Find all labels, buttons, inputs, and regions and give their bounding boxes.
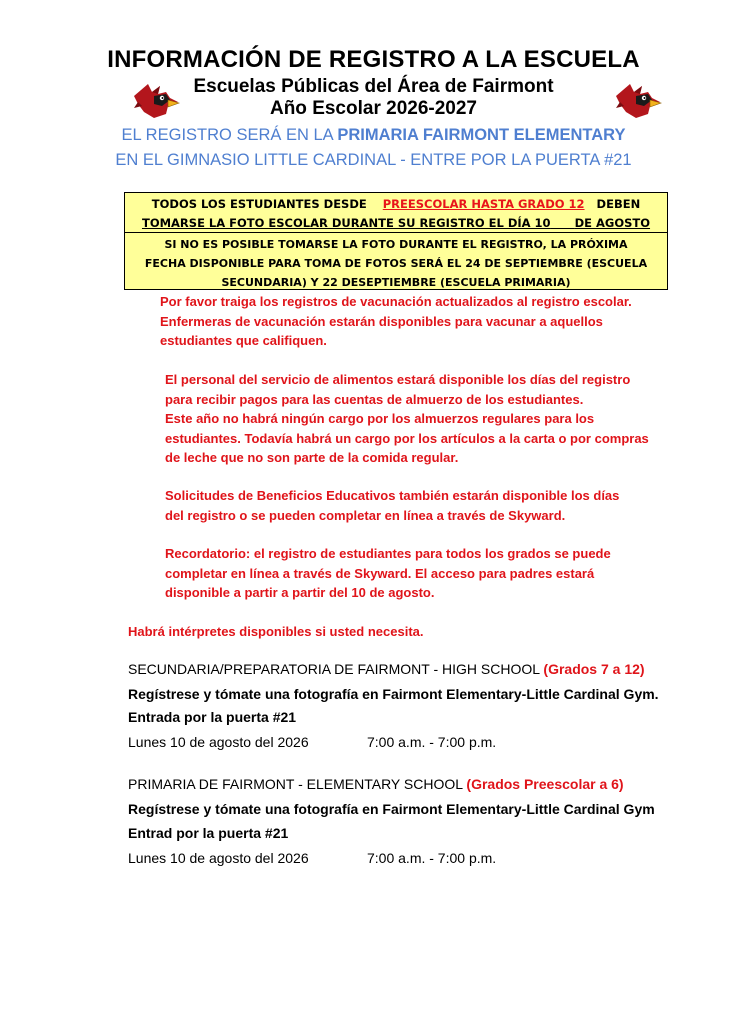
location-line-2: EN EL GIMNASIO LITTLE CARDINAL - ENTRE POR LA PUERTA #21	[115, 151, 632, 169]
photo-notice-box	[124, 192, 668, 290]
photo-notice-line-4: FECHA DISPONIBLE PARA TOMA DE FOTOS SERÁ EL 24 DE SEPTIEMBRE (ESCUELA	[144, 257, 648, 270]
high-school-heading: SECUNDARIA/PREPARATORIA DE FAIRMONT - HIGH SCHOOL (Grados 7 a 12)	[128, 661, 645, 677]
high-school-date: Lunes 10 de agosto del 2026	[128, 734, 309, 750]
benefits-notice: Solicitudes de Beneficios Educativos también estarán disponible los días del registro o se pueden completar en línea a través de Skyward.	[165, 488, 620, 523]
school-year: Año Escolar 2026-2027	[269, 98, 477, 119]
high-school-line-2: Entrada por la puerta #21	[128, 709, 297, 725]
elementary-date: Lunes 10 de agosto del 2026	[128, 850, 309, 866]
high-school-line-1: Regístrese y tómate una fotografía en Fairmont Elementary-Little Cardinal Gym.	[128, 686, 659, 702]
location-line-1: EL REGISTRO SERÁ EN LA PRIMARIA FAIRMONT ELEMENTARY	[121, 126, 626, 144]
food-service-notice: El personal del servicio de alimentos estará disponible los días del registro para recibir pagos para las cuentas de almuerzo de los estudiantes. Este año no habrá ningún cargo por los almuerzos regulares para los estudiantes. Todavía habrá un cargo por los artículos a la carta o por compras de leche que no son parte de la comida regular.	[165, 372, 649, 465]
elementary-line-2: Entrad por la puerta #21	[128, 825, 289, 841]
elementary-line-1: Regístrese y tómate una fotografía en Fairmont Elementary-Little Cardinal Gym	[128, 801, 655, 817]
interpreters-notice: Habrá intérpretes disponibles si usted necesita.	[128, 624, 424, 639]
box-divider	[125, 232, 667, 233]
photo-notice-line-1: TODOS LOS ESTUDIANTES DESDE PREESCOLAR HASTA GRADO 12 DEBEN	[151, 197, 641, 211]
reminder-notice: Recordatorio: el registro de estudiantes para todos los grados se puede completar en línea a través de Skyward. El acceso para padres estará disponible a partir a partir del 10 de agosto.	[165, 546, 611, 600]
vaccination-notice: Por favor traiga los registros de vacunación actualizados al registro escolar. Enfermeras de vacunación estarán disponibles para vacunar a aquellos estudiantes que califiquen.	[160, 294, 632, 348]
district-name: Escuelas Públicas del Área de Fairmont	[193, 76, 554, 97]
elementary-heading: PRIMARIA DE FAIRMONT - ELEMENTARY SCHOOL (Grados Preescolar a 6)	[128, 776, 624, 792]
elementary-time: 7:00 a.m. - 7:00 p.m.	[367, 850, 497, 866]
page-title: INFORMACIÓN DE REGISTRO A LA ESCUELA	[107, 46, 640, 73]
photo-notice-line-5: SECUNDARIA) Y 22 DESEPTIEMBRE (ESCUELA PRIMARIA)	[221, 276, 571, 289]
high-school-time: 7:00 a.m. - 7:00 p.m.	[367, 734, 497, 750]
photo-notice-line-3: SI NO ES POSIBLE TOMARSE LA FOTO DURANTE EL REGISTRO, LA PRÓXIMA	[164, 238, 628, 251]
photo-notice-line-2: TOMARSE LA FOTO ESCOLAR DURANTE SU REGISTRO EL DÍA 10 DE AGOSTO	[141, 216, 651, 230]
